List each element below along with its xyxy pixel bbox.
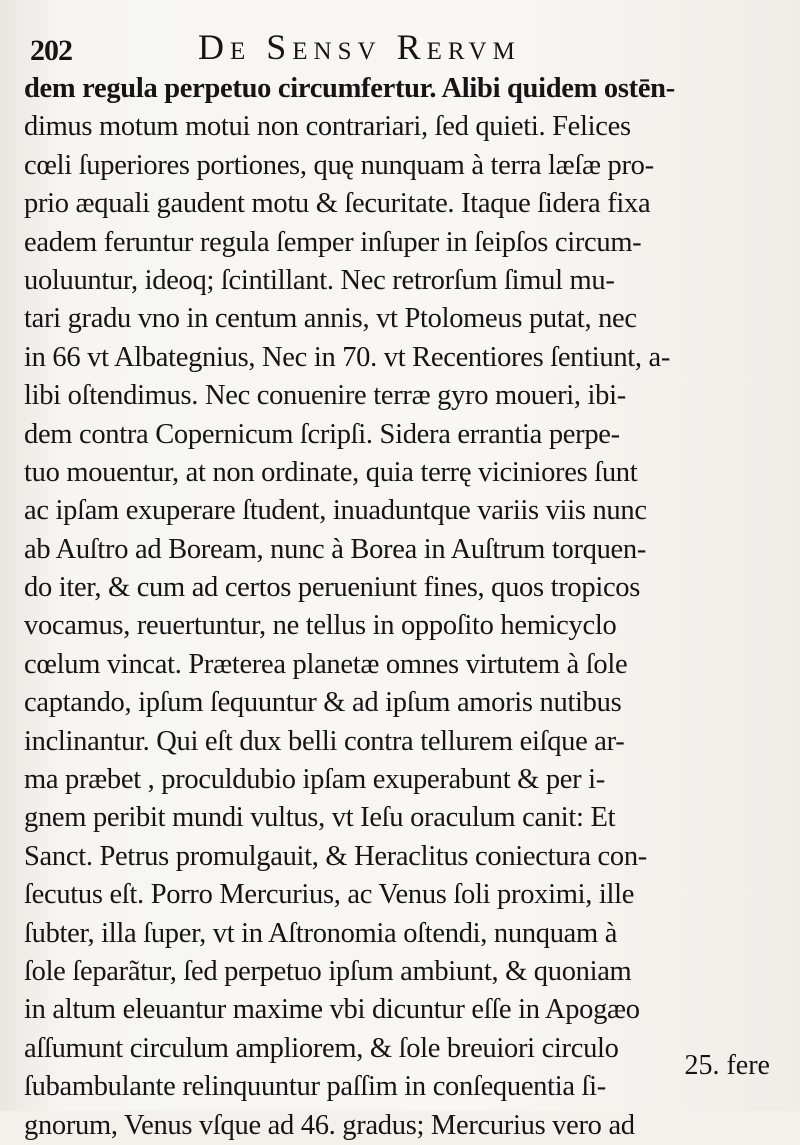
text-line: cœli ſuperiores portiones, quę nunquam à terra læſæ pro- <box>24 149 654 181</box>
text-line: tari gradu vno in centum annis, vt Ptolomeus putat, nec <box>24 303 637 335</box>
text-line: eadem feruntur regula ſemper inſuper in ſeipſos circum- <box>24 226 642 258</box>
page-number: 202 <box>30 34 72 67</box>
text-line: aſſumunt circulum ampliorem, & ſole breuiori circulo <box>24 1032 619 1064</box>
text-line: cœlum vincat. Præterea planetæ omnes virtutem à ſole <box>24 648 628 680</box>
text-line: ac ipſam exuperare ſtudent, inuaduntque variis viis nunc <box>24 495 647 527</box>
text-line: gnem peribit mundi vultus, vt Ieſu oraculum canit: Et <box>24 802 616 834</box>
text-line: gnorum, Venus vſque ad 46. gradus; Mercurius vero ad <box>24 1109 635 1141</box>
text-line: ſecutus eſt. Porro Mercurius, ac Venus ſoli proximi, ille <box>24 879 635 911</box>
text-line: libi oſtendimus. Nec conuenire terræ gyro moueri, ibi- <box>24 380 626 412</box>
text-line: Sanct. Petrus promulgauit, & Heraclitus coniectura con- <box>24 840 647 872</box>
page-header <box>30 22 770 72</box>
running-title: De Sensv Rervm <box>198 27 521 67</box>
text-line: dem regula perpetuo circumfertur. Alibi quidem ostēn- <box>24 73 675 104</box>
text-line: in altum eleuantur maxime vbi dicuntur eſſe in Apogæo <box>24 994 640 1026</box>
text-line: vocamus, reuertuntur, ne tellus in oppoſito hemicyclo <box>24 610 617 642</box>
text-line: in 66 vt Albategnius, Nec in 70. vt Recentiores ſentiunt, a- <box>24 341 671 373</box>
text-line: ab Auſtro ad Boream, nunc à Borea in Auſtrum torquen- <box>24 533 647 565</box>
text-line: tuo mouentur, at non ordinate, quia terrę viciniores ſunt <box>24 456 638 488</box>
text-line: dimus motum motui non contrariari, ſed quieti. Felices <box>24 111 631 143</box>
text-line: captando, ipſum ſequuntur & ad ipſum amoris nutibus <box>24 687 622 719</box>
text-line: prio æquali gaudent motu & ſecuritate. Itaque ſidera fixa <box>24 188 651 220</box>
text-line: uoluuntur, ideoq; ſcintillant. Nec retrorſum ſimul mu- <box>24 264 615 296</box>
text-line: ſubter, illa ſuper, vt in Aſtronomia oſtendi, nunquam à <box>24 917 618 949</box>
text-line: dem contra Copernicum ſcripſi. Sidera errantia perpe- <box>24 418 620 450</box>
text-line: inclinantur. Qui eſt dux belli contra tellurem eiſque ar- <box>24 725 625 757</box>
text-line: do iter, & cum ad certos perueniunt fines, quos tropicos <box>24 572 641 604</box>
text-line: ſubambulante relinquuntur paſſim in conſequentia ſi- <box>24 1071 606 1103</box>
catchword: 25. fere <box>684 1050 770 1081</box>
text-line: ma præbet , proculdubio ipſam exuperabunt & per i- <box>24 764 605 796</box>
text-line: ſole ſeparãtur, ſed perpetuo ipſum ambiunt, & quoniam <box>24 955 632 987</box>
body-text <box>24 70 774 1145</box>
